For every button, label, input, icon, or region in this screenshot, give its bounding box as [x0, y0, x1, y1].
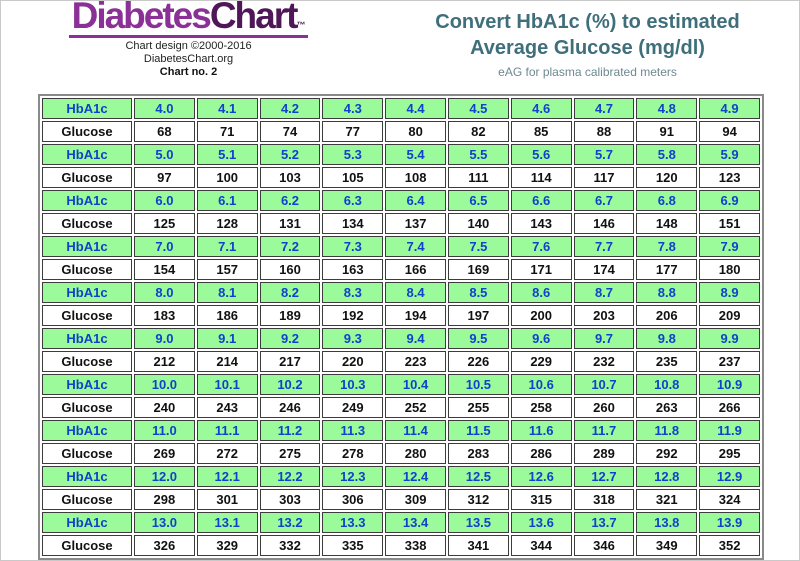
glucose-cell: 298 [134, 489, 195, 510]
page-title [376, 9, 799, 61]
glucose-cell: 105 [322, 167, 383, 188]
credit-line-site: DiabetesChart.org [143, 53, 234, 66]
hba1c-row [42, 190, 760, 211]
glucose-cell: 131 [260, 213, 321, 234]
hba1c-cell: 9.6 [511, 328, 572, 349]
glucose-cell: 117 [574, 167, 635, 188]
glucose-cell: 329 [197, 535, 258, 556]
glucose-cell: 71 [197, 121, 258, 142]
hba1c-cell: 5.1 [197, 144, 258, 165]
glucose-cell: 140 [448, 213, 509, 234]
glucose-cell: 200 [511, 305, 572, 326]
title-line-2: Average Glucose (mg/dl) [470, 37, 705, 59]
hba1c-cell: 6.5 [448, 190, 509, 211]
hba1c-row [42, 98, 760, 119]
hba1c-row [42, 236, 760, 257]
glucose-cell: 283 [448, 443, 509, 464]
glucose-cell: 217 [260, 351, 321, 372]
hba1c-cell: 8.6 [511, 282, 572, 303]
glucose-cell: 346 [574, 535, 635, 556]
hba1c-cell: 8.7 [574, 282, 635, 303]
glucose-cell: 269 [134, 443, 195, 464]
glucose-cell: 332 [260, 535, 321, 556]
header [1, 1, 799, 80]
glucose-cell: 223 [385, 351, 446, 372]
hba1c-cell: 12.4 [385, 466, 446, 487]
glucose-cell: 74 [260, 121, 321, 142]
hba1c-cell: 8.3 [322, 282, 383, 303]
glucose-cell: 120 [636, 167, 697, 188]
hba1c-cell: 12.2 [260, 466, 321, 487]
credit-line-chart-no: Chart no. 2 [159, 66, 218, 79]
conversion-table-body [42, 98, 760, 556]
glucose-row-label: Glucose [42, 397, 132, 418]
hba1c-cell: 7.6 [511, 236, 572, 257]
glucose-cell: 226 [448, 351, 509, 372]
glucose-cell: 280 [385, 443, 446, 464]
hba1c-cell: 10.6 [511, 374, 572, 395]
hba1c-cell: 5.2 [260, 144, 321, 165]
glucose-row [42, 443, 760, 464]
hba1c-cell: 7.9 [699, 236, 760, 257]
hba1c-cell: 4.9 [699, 98, 760, 119]
hba1c-cell: 11.9 [699, 420, 760, 441]
glucose-row-label: Glucose [42, 121, 132, 142]
hba1c-row-label: HbA1c [42, 466, 132, 487]
hba1c-cell: 13.8 [636, 512, 697, 533]
glucose-cell: 352 [699, 535, 760, 556]
glucose-cell: 206 [636, 305, 697, 326]
glucose-row [42, 397, 760, 418]
hba1c-row [42, 374, 760, 395]
glucose-cell: 220 [322, 351, 383, 372]
glucose-cell: 143 [511, 213, 572, 234]
glucose-cell: 249 [322, 397, 383, 418]
hba1c-cell: 7.2 [260, 236, 321, 257]
hba1c-cell: 6.6 [511, 190, 572, 211]
hba1c-cell: 9.8 [636, 328, 697, 349]
hba1c-row-label: HbA1c [42, 328, 132, 349]
hba1c-row-label: HbA1c [42, 190, 132, 211]
hba1c-cell: 11.2 [260, 420, 321, 441]
hba1c-row [42, 144, 760, 165]
glucose-cell: 169 [448, 259, 509, 280]
glucose-cell: 151 [699, 213, 760, 234]
glucose-row [42, 121, 760, 142]
hba1c-cell: 8.8 [636, 282, 697, 303]
hba1c-cell: 9.5 [448, 328, 509, 349]
glucose-cell: 295 [699, 443, 760, 464]
glucose-cell: 344 [511, 535, 572, 556]
glucose-cell: 100 [197, 167, 258, 188]
glucose-row [42, 305, 760, 326]
hba1c-cell: 7.5 [448, 236, 509, 257]
glucose-cell: 148 [636, 213, 697, 234]
hba1c-cell: 9.3 [322, 328, 383, 349]
glucose-cell: 77 [322, 121, 383, 142]
glucose-cell: 134 [322, 213, 383, 234]
hba1c-row-label: HbA1c [42, 282, 132, 303]
glucose-cell: 335 [322, 535, 383, 556]
hba1c-cell: 10.8 [636, 374, 697, 395]
hba1c-cell: 6.1 [197, 190, 258, 211]
hba1c-cell: 11.4 [385, 420, 446, 441]
hba1c-row [42, 420, 760, 441]
hba1c-cell: 4.0 [134, 98, 195, 119]
glucose-cell: 214 [197, 351, 258, 372]
hba1c-cell: 7.7 [574, 236, 635, 257]
hba1c-cell: 10.7 [574, 374, 635, 395]
glucose-cell: 183 [134, 305, 195, 326]
hba1c-cell: 8.2 [260, 282, 321, 303]
glucose-cell: 278 [322, 443, 383, 464]
glucose-cell: 246 [260, 397, 321, 418]
glucose-cell: 315 [511, 489, 572, 510]
glucose-row-label: Glucose [42, 213, 132, 234]
glucose-cell: 324 [699, 489, 760, 510]
hba1c-cell: 4.2 [260, 98, 321, 119]
hba1c-cell: 13.4 [385, 512, 446, 533]
glucose-cell: 177 [636, 259, 697, 280]
hba1c-row [42, 328, 760, 349]
hba1c-cell: 10.9 [699, 374, 760, 395]
glucose-cell: 318 [574, 489, 635, 510]
hba1c-cell: 10.2 [260, 374, 321, 395]
hba1c-cell: 9.9 [699, 328, 760, 349]
glucose-cell: 275 [260, 443, 321, 464]
hba1c-cell: 8.5 [448, 282, 509, 303]
glucose-cell: 197 [448, 305, 509, 326]
logo-credits [1, 40, 376, 80]
glucose-cell: 212 [134, 351, 195, 372]
glucose-cell: 232 [574, 351, 635, 372]
hba1c-cell: 13.7 [574, 512, 635, 533]
hba1c-cell: 5.6 [511, 144, 572, 165]
page-subtitle: eAG for plasma calibrated meters [498, 65, 677, 79]
hba1c-cell: 13.6 [511, 512, 572, 533]
hba1c-cell: 13.1 [197, 512, 258, 533]
hba1c-cell: 9.0 [134, 328, 195, 349]
hba1c-cell: 12.8 [636, 466, 697, 487]
hba1c-row [42, 466, 760, 487]
hba1c-cell: 5.8 [636, 144, 697, 165]
glucose-cell: 103 [260, 167, 321, 188]
glucose-cell: 174 [574, 259, 635, 280]
hba1c-cell: 4.1 [197, 98, 258, 119]
glucose-row-label: Glucose [42, 443, 132, 464]
hba1c-row-label: HbA1c [42, 98, 132, 119]
hba1c-cell: 11.5 [448, 420, 509, 441]
glucose-cell: 252 [385, 397, 446, 418]
glucose-cell: 235 [636, 351, 697, 372]
title-line-1: Convert HbA1c (%) to estimated [435, 11, 740, 33]
hba1c-cell: 4.7 [574, 98, 635, 119]
logo-text-diabetes: Diabetes [71, 0, 210, 36]
glucose-row [42, 535, 760, 556]
glucose-cell: 146 [574, 213, 635, 234]
glucose-cell: 186 [197, 305, 258, 326]
glucose-cell: 163 [322, 259, 383, 280]
hba1c-row [42, 282, 760, 303]
hba1c-cell: 10.3 [322, 374, 383, 395]
glucose-row-label: Glucose [42, 489, 132, 510]
hba1c-cell: 4.8 [636, 98, 697, 119]
glucose-cell: 157 [197, 259, 258, 280]
hba1c-cell: 8.0 [134, 282, 195, 303]
hba1c-row-label: HbA1c [42, 374, 132, 395]
hba1c-cell: 11.3 [322, 420, 383, 441]
hba1c-cell: 11.1 [197, 420, 258, 441]
glucose-cell: 82 [448, 121, 509, 142]
glucose-cell: 160 [260, 259, 321, 280]
hba1c-cell: 10.1 [197, 374, 258, 395]
hba1c-cell: 5.7 [574, 144, 635, 165]
hba1c-cell: 11.8 [636, 420, 697, 441]
hba1c-row-label: HbA1c [42, 420, 132, 441]
hba1c-cell: 6.0 [134, 190, 195, 211]
hba1c-row-label: HbA1c [42, 512, 132, 533]
glucose-cell: 303 [260, 489, 321, 510]
glucose-cell: 286 [511, 443, 572, 464]
glucose-cell: 128 [197, 213, 258, 234]
hba1c-row [42, 512, 760, 533]
glucose-cell: 125 [134, 213, 195, 234]
glucose-cell: 108 [385, 167, 446, 188]
hba1c-cell: 13.0 [134, 512, 195, 533]
glucose-row [42, 351, 760, 372]
hba1c-cell: 4.4 [385, 98, 446, 119]
conversion-table [38, 94, 764, 560]
hba1c-cell: 9.4 [385, 328, 446, 349]
hba1c-cell: 8.4 [385, 282, 446, 303]
hba1c-cell: 10.4 [385, 374, 446, 395]
hba1c-cell: 13.5 [448, 512, 509, 533]
logo-trademark: ™ [296, 20, 306, 30]
hba1c-cell: 9.2 [260, 328, 321, 349]
glucose-cell: 189 [260, 305, 321, 326]
glucose-row-label: Glucose [42, 259, 132, 280]
hba1c-cell: 7.4 [385, 236, 446, 257]
hba1c-cell: 6.8 [636, 190, 697, 211]
hba1c-cell: 12.7 [574, 466, 635, 487]
hba1c-cell: 12.5 [448, 466, 509, 487]
glucose-row-label: Glucose [42, 167, 132, 188]
hba1c-cell: 5.0 [134, 144, 195, 165]
hba1c-cell: 6.9 [699, 190, 760, 211]
hba1c-cell: 12.1 [197, 466, 258, 487]
glucose-cell: 123 [699, 167, 760, 188]
hba1c-cell: 8.1 [197, 282, 258, 303]
glucose-row [42, 489, 760, 510]
glucose-cell: 94 [699, 121, 760, 142]
hba1c-cell: 6.3 [322, 190, 383, 211]
glucose-row-label: Glucose [42, 351, 132, 372]
diabeteschart-logo [69, 0, 309, 38]
hba1c-cell: 4.5 [448, 98, 509, 119]
glucose-cell: 255 [448, 397, 509, 418]
hba1c-cell: 13.3 [322, 512, 383, 533]
glucose-cell: 349 [636, 535, 697, 556]
glucose-cell: 91 [636, 121, 697, 142]
glucose-cell: 97 [134, 167, 195, 188]
glucose-cell: 341 [448, 535, 509, 556]
hba1c-cell: 6.2 [260, 190, 321, 211]
hba1c-cell: 9.7 [574, 328, 635, 349]
glucose-cell: 88 [574, 121, 635, 142]
hba1c-cell: 12.6 [511, 466, 572, 487]
glucose-cell: 85 [511, 121, 572, 142]
hba1c-cell: 8.9 [699, 282, 760, 303]
credit-line-design: Chart design ©2000-2016 [125, 40, 252, 52]
glucose-cell: 194 [385, 305, 446, 326]
glucose-cell: 68 [134, 121, 195, 142]
glucose-cell: 166 [385, 259, 446, 280]
hba1c-cell: 9.1 [197, 328, 258, 349]
hba1c-row-label: HbA1c [42, 144, 132, 165]
glucose-cell: 209 [699, 305, 760, 326]
hba1c-cell: 11.0 [134, 420, 195, 441]
hba1c-cell: 12.0 [134, 466, 195, 487]
glucose-cell: 240 [134, 397, 195, 418]
glucose-cell: 237 [699, 351, 760, 372]
glucose-cell: 292 [636, 443, 697, 464]
glucose-row-label: Glucose [42, 535, 132, 556]
hba1c-cell: 7.8 [636, 236, 697, 257]
glucose-cell: 326 [134, 535, 195, 556]
hba1c-cell: 5.5 [448, 144, 509, 165]
logo-text-chart: Chart [209, 0, 297, 36]
hba1c-cell: 7.3 [322, 236, 383, 257]
title-block [376, 1, 799, 80]
hba1c-cell: 5.4 [385, 144, 446, 165]
hba1c-cell: 10.5 [448, 374, 509, 395]
hba1c-cell: 5.9 [699, 144, 760, 165]
glucose-cell: 301 [197, 489, 258, 510]
glucose-cell: 114 [511, 167, 572, 188]
glucose-row [42, 259, 760, 280]
glucose-cell: 272 [197, 443, 258, 464]
hba1c-cell: 5.3 [322, 144, 383, 165]
hba1c-cell: 13.2 [260, 512, 321, 533]
glucose-cell: 203 [574, 305, 635, 326]
glucose-cell: 137 [385, 213, 446, 234]
glucose-cell: 180 [699, 259, 760, 280]
hba1c-cell: 7.0 [134, 236, 195, 257]
glucose-cell: 306 [322, 489, 383, 510]
hba1c-row-label: HbA1c [42, 236, 132, 257]
glucose-cell: 312 [448, 489, 509, 510]
glucose-cell: 258 [511, 397, 572, 418]
hba1c-cell: 7.1 [197, 236, 258, 257]
hba1c-cell: 4.6 [511, 98, 572, 119]
glucose-cell: 338 [385, 535, 446, 556]
glucose-row [42, 167, 760, 188]
glucose-cell: 229 [511, 351, 572, 372]
glucose-cell: 321 [636, 489, 697, 510]
hba1c-cell: 11.7 [574, 420, 635, 441]
glucose-cell: 80 [385, 121, 446, 142]
glucose-cell: 260 [574, 397, 635, 418]
glucose-cell: 289 [574, 443, 635, 464]
hba1c-cell: 13.9 [699, 512, 760, 533]
hba1c-cell: 11.6 [511, 420, 572, 441]
glucose-cell: 243 [197, 397, 258, 418]
glucose-cell: 263 [636, 397, 697, 418]
glucose-cell: 309 [385, 489, 446, 510]
glucose-row-label: Glucose [42, 305, 132, 326]
hba1c-cell: 10.0 [134, 374, 195, 395]
glucose-row [42, 213, 760, 234]
glucose-cell: 154 [134, 259, 195, 280]
hba1c-cell: 4.3 [322, 98, 383, 119]
glucose-cell: 171 [511, 259, 572, 280]
glucose-cell: 192 [322, 305, 383, 326]
hba1c-cell: 12.3 [322, 466, 383, 487]
hba1c-cell: 12.9 [699, 466, 760, 487]
glucose-cell: 266 [699, 397, 760, 418]
glucose-cell: 111 [448, 167, 509, 188]
hba1c-cell: 6.7 [574, 190, 635, 211]
logo-block [1, 0, 376, 80]
hba1c-cell: 6.4 [385, 190, 446, 211]
